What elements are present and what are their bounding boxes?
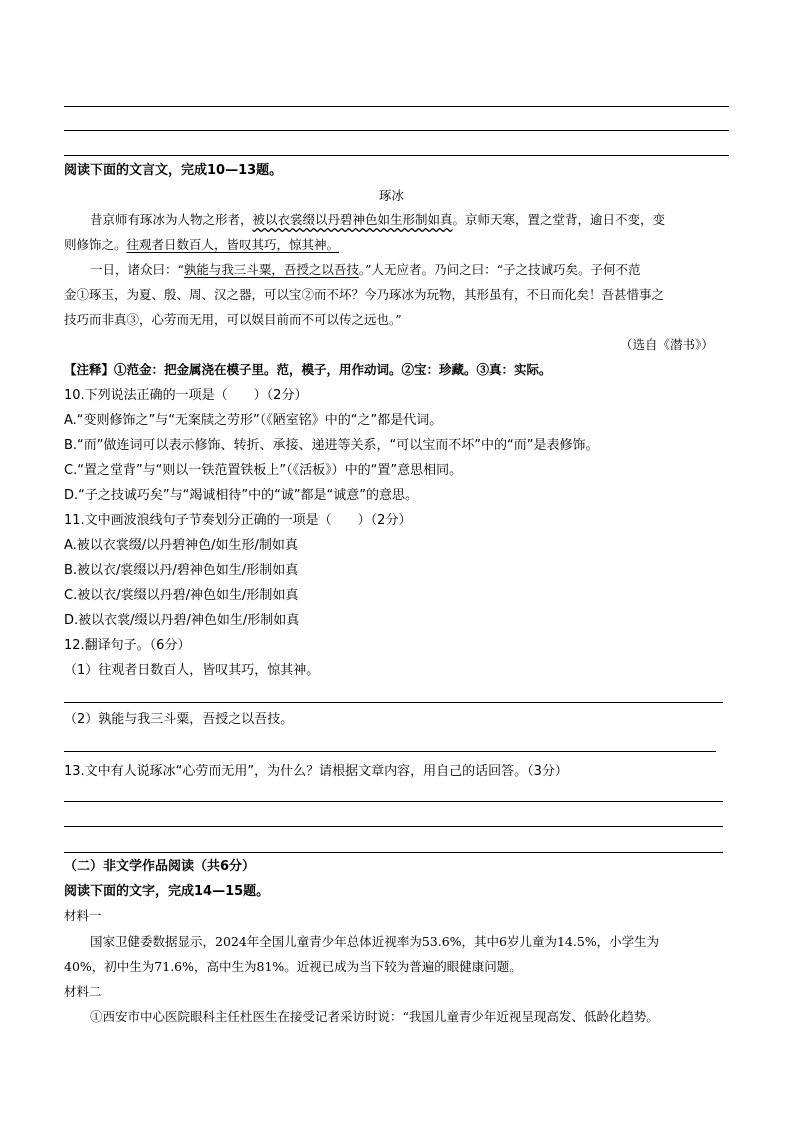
notes: 【注释】①范金：把金属浇在模子里。范，模子，用作动词。②宝：珍藏。③真：实际。 (64, 362, 552, 377)
underlined-sentence: 往观者日数百人，皆叹其巧，惊其神。 (126, 237, 340, 252)
answer-line (64, 155, 729, 156)
answer-line (64, 702, 723, 703)
answer-line (64, 801, 723, 802)
answer-line (64, 751, 716, 752)
material-1-text: 40%，初中生为71.6%，高中生为81%。近视已成为当下较为普遍的眼健康问题。 (64, 959, 522, 974)
question-11-stem: 11.文中画波浪线句子节奏划分正确的一项是（ ）（2分） (64, 513, 412, 528)
section-2-intro: 阅读下面的文字，完成14—15题。 (64, 884, 270, 899)
passage-line: 技巧而非真③，心劳而无用，可以娱目前而不可以传之远也。” (64, 312, 402, 327)
passage-text: 。京师天寒，置之堂背，逾日不变，变 (452, 212, 666, 227)
passage-title: 琢冰 (379, 188, 405, 203)
passage-text: 。”人无应者。乃问之曰：“子之技诚巧矣。子何不范 (358, 262, 641, 277)
material-1-text: 国家卫健委数据显示，2024年全国儿童青少年总体近视率为53.6%，其中6岁儿童为14.5%，小学生为 (90, 934, 660, 949)
passage-source: （选自《潜书》） (620, 337, 714, 352)
question-10-stem: 10.下列说法正确的一项是（ ）（2分） (64, 388, 308, 403)
answer-line (64, 852, 723, 853)
question-12-sentence-2: （2）孰能与我三斗粟，吾授之以吾技。 (64, 712, 294, 727)
question-10-option-d: D.“子之技诚巧矣”与“竭诚相待”中的“诚”都是“诚意”的意思。 (64, 488, 419, 503)
question-12-stem: 12.翻译句子。（6分） (64, 638, 191, 653)
answer-line (64, 130, 729, 131)
passage-line (90, 264, 640, 277)
question-11-option-c: C.被以衣/裳缀以丹碧/神色如生/形制如真 (64, 588, 299, 603)
passage-text: 昔京师有琢冰为人物之形者， (90, 212, 253, 227)
answer-line (64, 826, 723, 827)
question-10-option-a: A.“变则修饰之”与“无案牍之劳形”（《陋室铭》中的“之”都是代词。 (64, 413, 443, 428)
passage-line (90, 214, 665, 227)
section-intro: 阅读下面的文言文，完成10—13题。 (64, 163, 283, 178)
question-11-option-b: B.被以衣/裳缀以丹/碧神色如生/形制如真 (64, 563, 299, 578)
question-10-option-c: C.“置之堂背”与“则以一铁范置铁板上”（《活板》）中的“置”意思相同。 (64, 463, 463, 478)
wavy-sentence: 被以衣裳缀以丹碧神色如生形制如真 (252, 212, 453, 227)
passage-line: 金①琢玉，为夏、殷、周、汉之器，可以宝②而不坏？今乃琢冰为玩物，其形虽有，不日而化矣！吾甚惜事之 (64, 287, 665, 302)
question-11-option-a: A.被以衣裳缀/以丹碧神色/如生形/制如真 (64, 538, 298, 553)
passage-text: 一日，诸众曰：“ (90, 262, 184, 277)
passage-line (64, 239, 339, 252)
material-2-text: ①西安市中心医院眼科主任杜医生在接受记者采访时说：“我国儿童青少年近视呈现高发、低龄化趋势。 (90, 1009, 659, 1024)
question-10-option-b: B.“而”做连词可以表示修饰、转折、承接、递进等关系，“可以宝而不坏”中的“而”是表修饰。 (64, 438, 599, 453)
question-12-sentence-1: （1）往观者日数百人，皆叹其巧，惊其神。 (64, 663, 320, 678)
material-2-label: 材料二 (64, 984, 102, 999)
answer-line (64, 106, 729, 107)
question-11-option-d: D.被以衣裳/缀以丹碧/神色如生/形制如真 (64, 613, 300, 628)
material-1-label: 材料一 (64, 908, 102, 923)
question-13-stem: 13.文中有人说琢冰“心劳而无用”，为什么？请根据文章内容，用自己的话回答。（3分） (64, 764, 568, 779)
section-2-heading: （二）非文学作品阅读（共6分） (64, 859, 256, 874)
underlined-sentence: 孰能与我三斗粟，吾授之以吾技 (183, 262, 359, 277)
passage-text: 则修饰之。 (64, 237, 127, 252)
